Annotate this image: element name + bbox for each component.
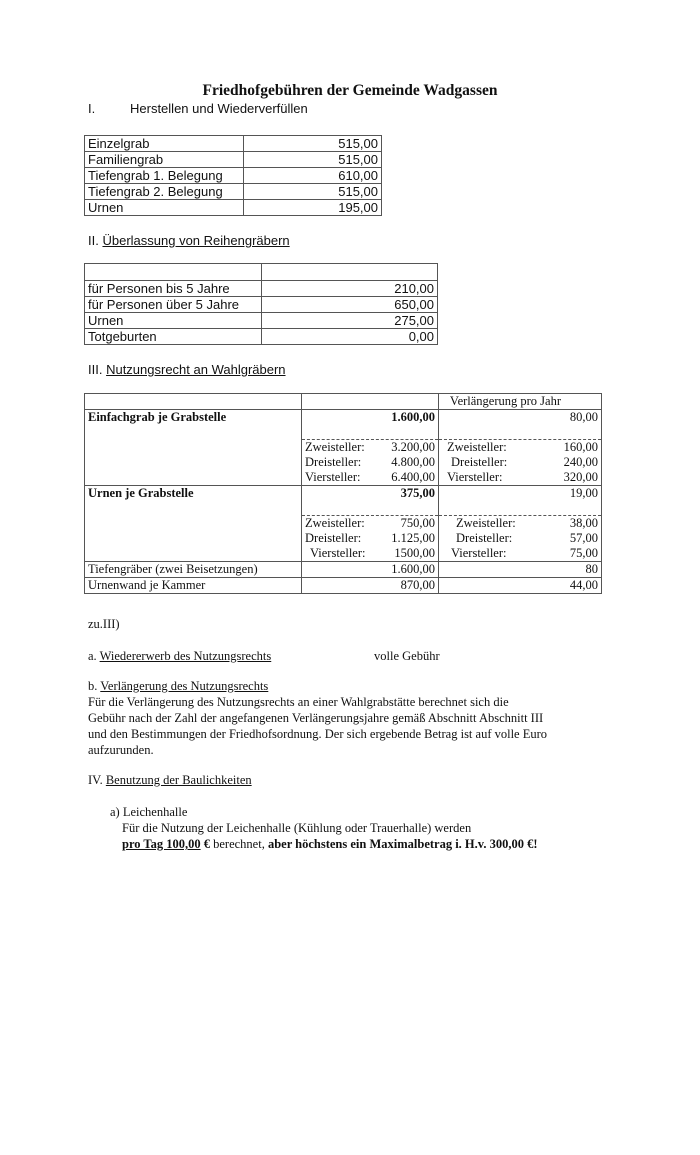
sub-ext: 240,00 [563,455,598,469]
row-value: 610,00 [244,168,382,184]
einfachgrab-ext: 80,00 [439,410,602,426]
table-row [85,329,438,345]
zu3-heading: zu.III) [88,617,120,631]
zu3-b [88,678,547,758]
section1-number: I. [88,101,96,116]
urnenwand-ext: 44,00 [439,578,602,594]
sub-ext-label: Zweisteller: [456,516,516,530]
sub-value: 1500,00 [394,546,435,560]
section2-table [84,263,438,345]
row-value: 650,00 [262,297,438,313]
sub-value: 1.125,00 [391,531,435,545]
zu3-b-line4: aufzurunden. [88,743,154,757]
table-row [85,440,602,456]
sub-ext-label: Dreisteller: [456,531,513,545]
section2-heading-line [88,233,290,248]
sub-ext: 320,00 [563,470,598,484]
urnen-ext: 19,00 [439,486,602,502]
sub-value: 6.400,00 [391,470,435,484]
tiefengraeber-label: Tiefengräber (zwei Beisetzungen) [85,562,302,578]
tiefengraeber-value: 1.600,00 [302,562,439,578]
sub-ext-label: Dreisteller: [451,455,508,469]
table-row [85,470,602,486]
row-value: 195,00 [244,200,382,216]
sub-ext: 57,00 [569,531,598,545]
section3-heading-line [88,362,286,377]
table-row [85,562,602,578]
sub-value: 4.800,00 [391,455,435,469]
section1-table [84,135,382,216]
zu3-b-prefix: b. [88,679,98,693]
row-value: 275,00 [262,313,438,329]
einfachgrab-value: 1.600,00 [302,410,439,426]
price-max: aber höchstens ein Maximalbetrag i. H.v. 300,00 €! [267,837,538,851]
table-row [85,410,602,426]
urnenwand-label: Urnenwand je Kammer [85,578,302,594]
extension-header: Verlängerung pro Jahr [439,394,602,410]
row-value: 515,00 [244,184,382,200]
section4-a-text: Für die Nutzung der Leichenhalle (Kühlung oder Trauerhalle) werden [122,821,472,835]
table-row [85,297,438,313]
sub-ext-label: Viersteller: [451,546,507,560]
section4-heading: Benutzung der Baulichkeiten [105,773,252,787]
row-label: Einzelgrab [85,136,244,152]
sub-ext: 75,00 [569,546,598,560]
section4-a-label: a) Leichenhalle [110,805,188,819]
section4-number: IV. [88,773,103,787]
sub-ext-label: Viersteller: [447,470,503,484]
row-label: Familiengrab [85,152,244,168]
urnenwand-value: 870,00 [302,578,439,594]
zu3-b-label: Verlängerung des Nutzungsrechts [100,679,269,693]
euro-sign: € [200,837,214,851]
table-row [85,168,382,184]
row-label: Totgeburten [85,329,262,345]
zu3-a [88,648,271,664]
sub-label: Dreisteller: [305,455,362,469]
row-value: 210,00 [262,281,438,297]
row-label: Tiefengrab 1. Belegung [85,168,244,184]
table-row [85,200,382,216]
sub-ext: 38,00 [569,516,598,530]
section2-heading: Überlassung von Reihengräbern [102,233,290,248]
table-row [85,578,602,594]
sub-label: Viersteller: [305,470,361,484]
table-row [85,264,438,281]
table-row [85,281,438,297]
table-row [85,184,382,200]
zu3-a-prefix: a. [88,649,97,663]
price-mid: berechnet, [213,837,268,851]
table-row [85,313,438,329]
section4-a [110,804,538,852]
sub-value: 750,00 [400,516,435,530]
sub-ext: 160,00 [563,440,598,454]
sub-label: Zweisteller: [305,440,365,454]
sub-ext-label: Zweisteller: [447,440,507,454]
row-label: für Personen über 5 Jahre [85,297,262,313]
zu3-b-line3: und den Bestimmungen der Friedhofsordnung. Der sich ergebende Betrag ist auf volle Euro [88,727,548,741]
table-row [85,455,602,470]
sub-value: 3.200,00 [391,440,435,454]
row-label: Urnen [85,313,262,329]
section3-heading: Nutzungsrecht an Wahlgräbern [106,362,286,377]
zu3-a-label: Wiedererwerb des Nutzungsrechts [99,649,272,663]
row-value: 0,00 [262,329,438,345]
sub-label: Viersteller: [310,546,366,560]
row-label: für Personen bis 5 Jahre [85,281,262,297]
row-value: 515,00 [244,136,382,152]
section3-number: III. [88,362,103,377]
zu3-a-value: volle Gebühr [374,649,440,663]
table-row [85,546,602,562]
section2-number: II. [88,233,99,248]
section3-table [84,393,602,594]
urnen-label: Urnen je Grabstelle [85,486,302,502]
section4-a-price-line [110,836,538,852]
table-row [85,516,602,532]
page-title: Friedhofgebühren der Gemeinde Wadgassen [202,82,498,99]
einfachgrab-label: Einfachgrab je Grabstelle [85,410,302,426]
table-row [85,136,382,152]
row-value: 515,00 [244,152,382,168]
sub-label: Dreisteller: [305,531,362,545]
table-row [85,394,602,410]
section1-heading: Herstellen und Wiederverfüllen [130,101,308,116]
row-label: Tiefengrab 2. Belegung [85,184,244,200]
urnen-value: 375,00 [302,486,439,502]
zu3-b-line2: Gebühr nach der Zahl der angefangenen Verlängerungsjahre gemäß Abschnitt Abschnitt III [88,711,544,725]
table-row [85,486,602,502]
sub-label: Zweisteller: [305,516,365,530]
tiefengraeber-ext: 80 [439,562,602,578]
row-label: Urnen [85,200,244,216]
zu3-b-line1: Für die Verlängerung des Nutzungsrechts an einer Wahlgrabstätte berechnet sich die [88,695,509,709]
table-row [85,531,602,546]
table-row [85,152,382,168]
section4-heading-line [88,772,252,788]
price-per-day: pro Tag 100,00 [122,837,201,851]
